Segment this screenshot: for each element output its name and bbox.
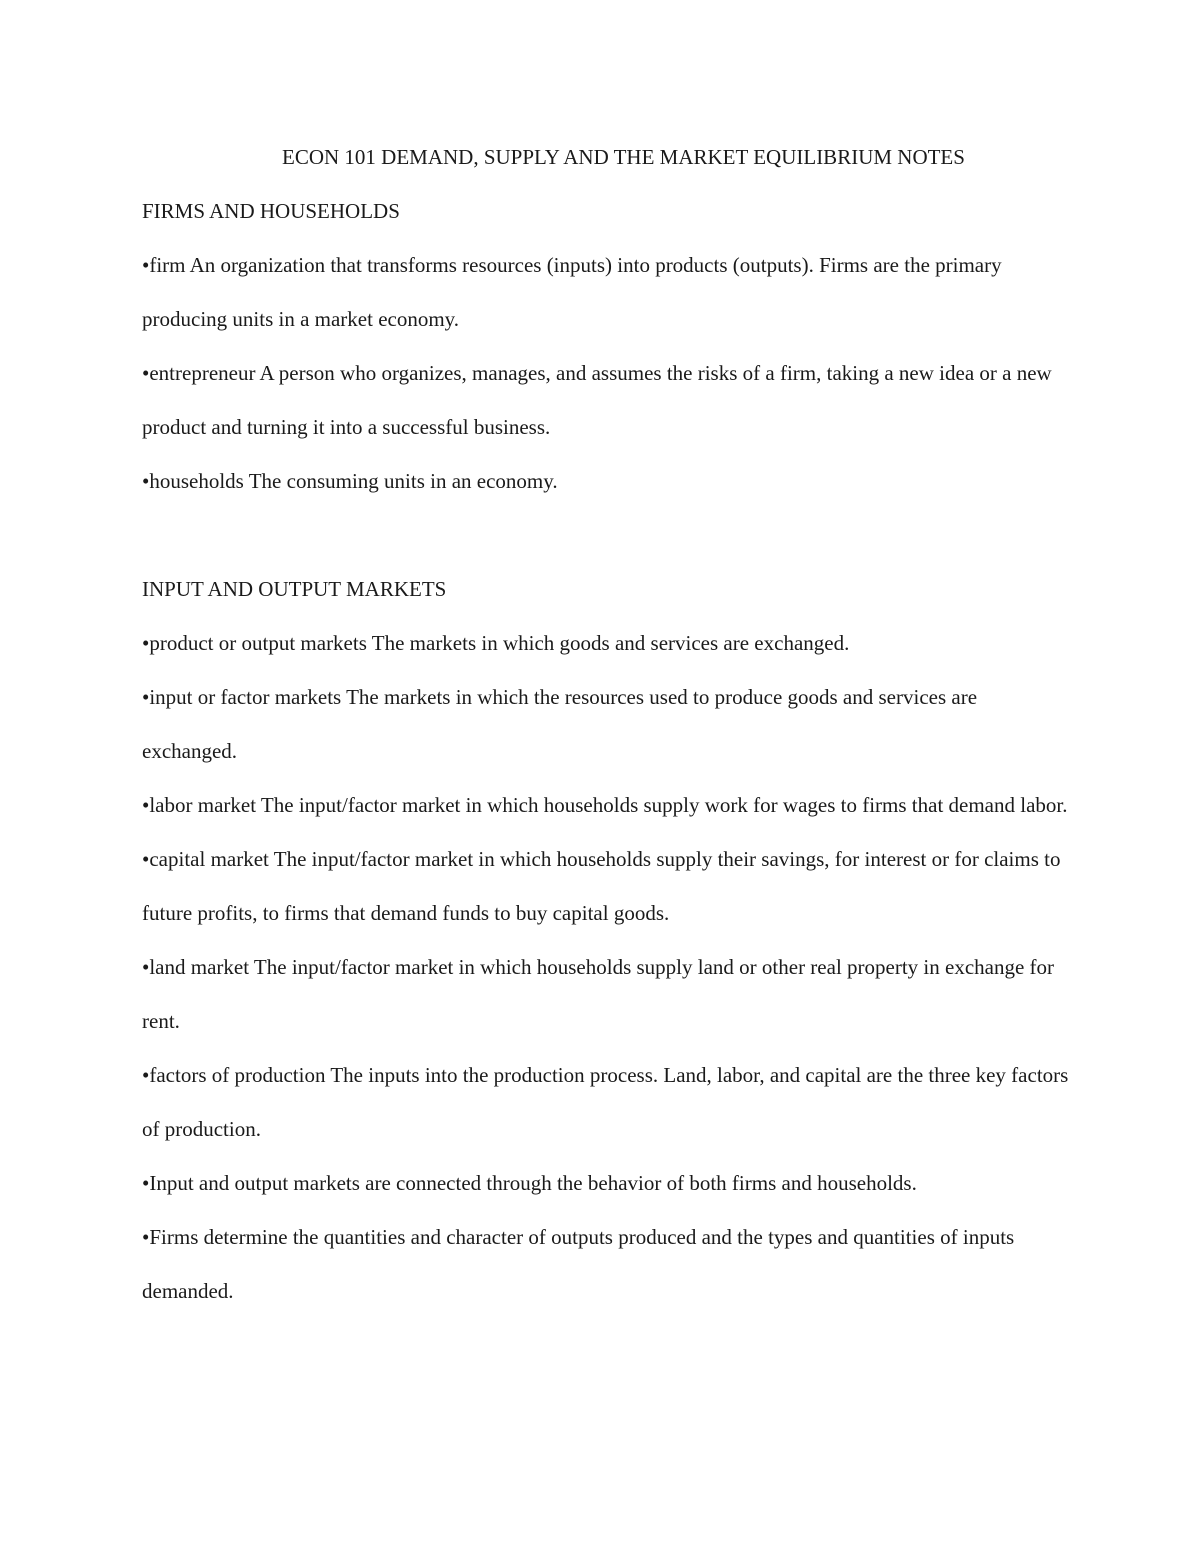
definition-factors-of-production: •factors of production The inputs into the production process. Land, labor, and capital are the three key factors of production. bbox=[142, 1063, 1069, 1141]
definition-capital-market: •capital market The input/factor market in which households supply their savings, for interest or for claims to future profits, to firms that demand funds to buy capital goods. bbox=[142, 847, 1061, 925]
document-body bbox=[142, 130, 1072, 1318]
definition-firm: •firm An organization that transforms resources (inputs) into products (outputs). Firms are the primary producing units in a market economy. bbox=[142, 253, 1002, 331]
definition-households: •households The consuming units in an economy. bbox=[142, 469, 558, 493]
definition-labor-market: •labor market The input/factor market in which households supply work for wages to firms that demand labor. bbox=[142, 793, 1068, 817]
section-heading-input-and-output-markets: INPUT AND OUTPUT MARKETS bbox=[142, 577, 447, 601]
note-firms-determine: •Firms determine the quantities and character of outputs produced and the types and quantities of inputs demanded. bbox=[142, 1225, 1015, 1303]
definition-input-markets: •input or factor markets The markets in which the resources used to produce goods and services are exchanged. bbox=[142, 685, 978, 763]
section-heading-firms-and-households: FIRMS AND HOUSEHOLDS bbox=[142, 199, 400, 223]
definition-entrepreneur: •entrepreneur A person who organizes, manages, and assumes the risks of a firm, taking a new idea or a new product and turning it into a successful business. bbox=[142, 361, 1052, 439]
definition-land-market: •land market The input/factor market in which households supply land or other real property in exchange for rent. bbox=[142, 955, 1055, 1033]
definition-product-markets: •product or output markets The markets in which goods and services are exchanged. bbox=[142, 631, 850, 655]
document-title: ECON 101 DEMAND, SUPPLY AND THE MARKET EQUILIBRIUM NOTES bbox=[282, 145, 965, 169]
section-spacer bbox=[142, 508, 1072, 562]
note-markets-connected: •Input and output markets are connected through the behavior of both firms and households. bbox=[142, 1171, 917, 1195]
